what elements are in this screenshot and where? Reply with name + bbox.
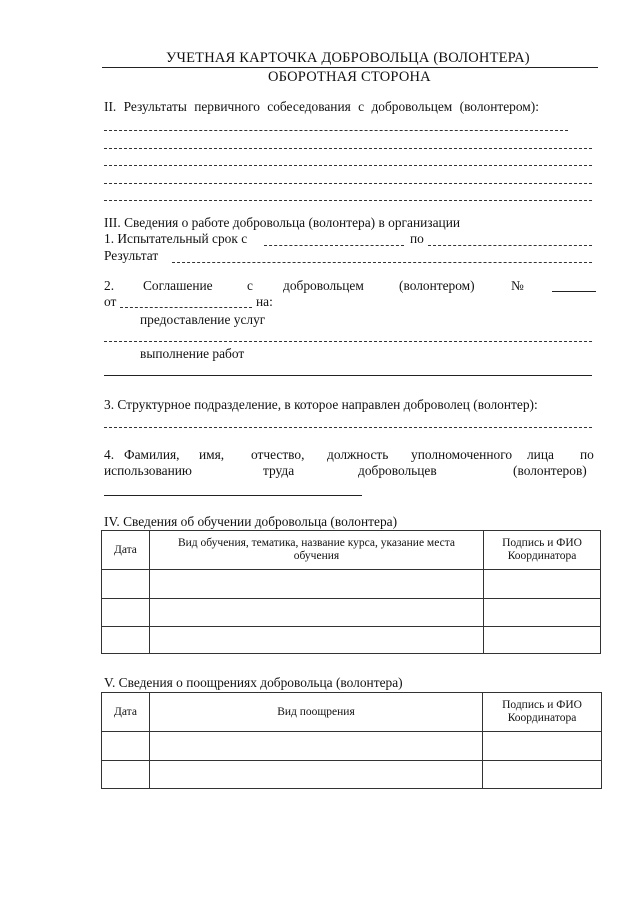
authorized-word-7: лица [527, 447, 554, 462]
training-cell-signature[interactable] [484, 627, 601, 654]
agreement-word-4: (волонтером) [399, 278, 475, 293]
section-5-heading: V. Сведения о поощрениях добровольца (волонтера) [104, 675, 403, 690]
rewards-cell-date[interactable] [102, 761, 150, 789]
rewards-col-type: Вид поощрения [149, 693, 482, 732]
authorized-word-6: уполномоченного [411, 447, 513, 462]
section-2-heading: II. Результаты первичного собеседования с добровольцем (волонтером): [104, 99, 539, 114]
training-cell-date[interactable] [102, 570, 150, 599]
section-4-heading: IV. Сведения об обучении добровольца (волонтера) [104, 514, 398, 529]
authorized-word-8: по [580, 447, 594, 462]
agreement-word-1: Соглашение [143, 278, 213, 293]
training-cell-date[interactable] [102, 627, 150, 654]
training-cell-type[interactable] [149, 627, 483, 654]
training-table [101, 530, 601, 654]
option-works-label: выполнение работ [140, 346, 245, 361]
authorized-word-1: 4. [104, 447, 115, 462]
authorized-word-12: (волонтеров) [513, 463, 587, 478]
authorized-word-5: должность [327, 447, 389, 462]
training-cell-signature[interactable] [484, 570, 601, 599]
card-subtitle: ОБОРОТНАЯ СТОРОНА [268, 69, 431, 85]
interview-result-line-1[interactable] [104, 130, 568, 131]
authorized-word-4: отчество, [251, 447, 305, 462]
option-services-line[interactable] [104, 341, 592, 342]
table-row [102, 761, 602, 789]
option-works-line[interactable] [104, 375, 592, 376]
agreement-num: 2. [104, 278, 115, 293]
authorized-word-11: добровольцев [358, 463, 437, 478]
interview-result-line-2[interactable] [104, 148, 592, 149]
agreement-number-field[interactable] [552, 291, 596, 292]
interview-result-line-5[interactable] [104, 200, 592, 201]
table-row [102, 599, 601, 627]
rewards-col-signature: Подпись и ФИО Координатора [483, 693, 602, 732]
title-underline [102, 67, 598, 68]
agreement-subject-label: на: [256, 294, 273, 309]
authorized-person-field[interactable] [104, 495, 362, 496]
agreement-date-field[interactable] [120, 307, 252, 308]
card-title: УЧЕТНАЯ КАРТОЧКА ДОБРОВОЛЬЦА (ВОЛОНТЕРА) [166, 50, 530, 66]
probation-result-field[interactable] [172, 262, 592, 263]
probation-to-field[interactable] [428, 245, 592, 246]
rewards-cell-date[interactable] [102, 732, 150, 761]
rewards-cell-signature[interactable] [483, 732, 602, 761]
training-cell-type[interactable] [149, 570, 483, 599]
rewards-cell-type[interactable] [149, 761, 482, 789]
department-label: 3. Структурное подразделение, в которое направлен доброволец (волонтер): [104, 397, 538, 412]
training-cell-signature[interactable] [484, 599, 601, 627]
probation-from-field[interactable] [264, 245, 404, 246]
table-row [102, 627, 601, 654]
authorized-word-10: труда [263, 463, 295, 478]
department-field[interactable] [104, 427, 592, 428]
probation-to-label: по [410, 231, 424, 246]
authorized-word-3: имя, [199, 447, 225, 462]
rewards-cell-signature[interactable] [483, 761, 602, 789]
agreement-date-label: от [104, 294, 117, 309]
training-col-type: Вид обучения, тематика, название курса, указание места обучения [149, 531, 483, 570]
authorized-word-2: Фамилия, [124, 447, 180, 462]
table-row [102, 732, 602, 761]
agreement-word-3: добровольцем [283, 278, 364, 293]
training-cell-type[interactable] [149, 599, 483, 627]
table-row [102, 570, 601, 599]
training-col-signature: Подпись и ФИО Координатора [484, 531, 601, 570]
section-3-heading: III. Сведения о работе добровольца (волонтера) в организации [104, 215, 461, 230]
training-cell-date[interactable] [102, 599, 150, 627]
agreement-number-sign: № [511, 278, 524, 293]
agreement-word-2: с [247, 278, 253, 293]
training-col-date: Дата [102, 531, 150, 570]
probation-label: 1. Испытательный срок с [104, 231, 248, 246]
rewards-table [101, 692, 602, 789]
rewards-cell-type[interactable] [149, 732, 482, 761]
authorized-word-9: использованию [104, 463, 192, 478]
interview-result-line-3[interactable] [104, 165, 592, 166]
option-services-label: предоставление услуг [140, 312, 266, 327]
interview-result-line-4[interactable] [104, 183, 592, 184]
rewards-col-date: Дата [102, 693, 150, 732]
probation-result-label: Результат [104, 248, 159, 263]
